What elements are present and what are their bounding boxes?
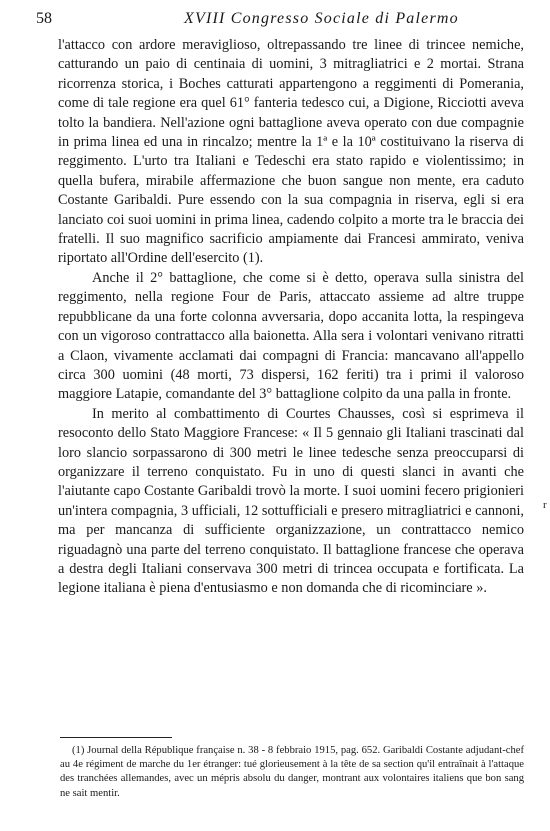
running-title: XVIII Congresso Sociale di Palermo [184,10,459,27]
footnote [60,744,524,801]
page-header [36,10,516,32]
footnote-text: (1) Journal della République française n. 38 - 8 febbraio 1915, pag. 652. Garibaldi Costante adjudant-chef au 4e régiment de marche du 1er étranger: tué glorieusement à la tête de sa section qu'il entraînait à l'attaque des tranchées allemandes, avec un mépris absolu du danger, montrant aux volontaires italiens que bon sang ne sait mentir. [60,745,524,799]
margin-mark: r [543,499,547,511]
page-number: 58 [36,10,52,27]
paragraph-second-battalion: Anche il 2° battaglione, che come si è detto, operava sulla sinistra del reggimento, nella regione Four de Paris, attaccato assieme ad altre truppe repubblicane da una forte colonna avversaria, dopo accanita lotta, la respingeva con un vigoroso contrattacco alla baionetta. Alla sera i volontari venivano ritratti a Claon, vivamente acclamati dai compagni di Francia: mancavano all'appello circa 300 uomini (48 morti, 73 dispersi, 162 feriti) tra i primi il valoroso maggiore Latapie, comandante del 3° battaglione colpito da una palla in fronte. [58,269,524,403]
footnote-divider [60,737,172,738]
body-text [58,36,524,599]
paragraph-continued: l'attacco con ardore meraviglioso, oltrepassando tre linee di trincee nemiche, catturando un paio di centinaia di uomini, 3 mitragliatrici e 2 mortai. Strana ricorrenza storica, i Boches catturati appartengono a reggimenti di Pomerania, come di tale regione era quel 61° fanteria tedesco cui, a Digione, Ricciotti aveva tolto la bandiera. Nell'azione ogni battaglione aveva operato con due compagnie in prima linea ed una in rincalzo; mentre la 1ª e la 10ª costituivano la riserva di reggimento. L'urto tra Italiani e Tedeschi era stato rapido e violentissimo; in quella bufera, mirabile affermazione che buon sangue non mente, era caduto Costante Garibaldi. Pure essendo con la sua compagnia in riserva, egli si era lanciato coi suoi uomini in prima linea, cadendo colpito a morte tra le braccia dei fratelli. Il suo magnifico sacrificio ampiamente dai Francesi ammirato, veniva riportato all'Ordine dell'esercito (1). [58,37,524,267]
paragraph-courtes-chausses: In merito al combattimento di Courtes Chausses, così si esprimeva il resoconto dello Stato Maggiore Francese: « Il 5 gennaio gli Italiani trascinati dal loro slancio sorpassarono di 300 metri le linee tedesche senza preoccuparsi di organizzare il terreno conquistato. Fu in uno di questi slanci in avanti che l'aiutante capo Costante Garibaldi trovò la morte. I suoi uomini fecero prigionieri un'intera compagnia, 3 ufficiali, 12 sottufficiali e presero mitragliatrici e cannoni, ma per mancanza di sufficiente organizzazione, un contrattacco nemico riguadagnò una parte del terreno conquistato. Il battaglione francese che operava a destra degli Italiani conservava 300 metri di trincea occupata e fortificata. La legione italiana è piena d'entusiasmo e non domanda che di ricominciare ». [58,405,524,597]
